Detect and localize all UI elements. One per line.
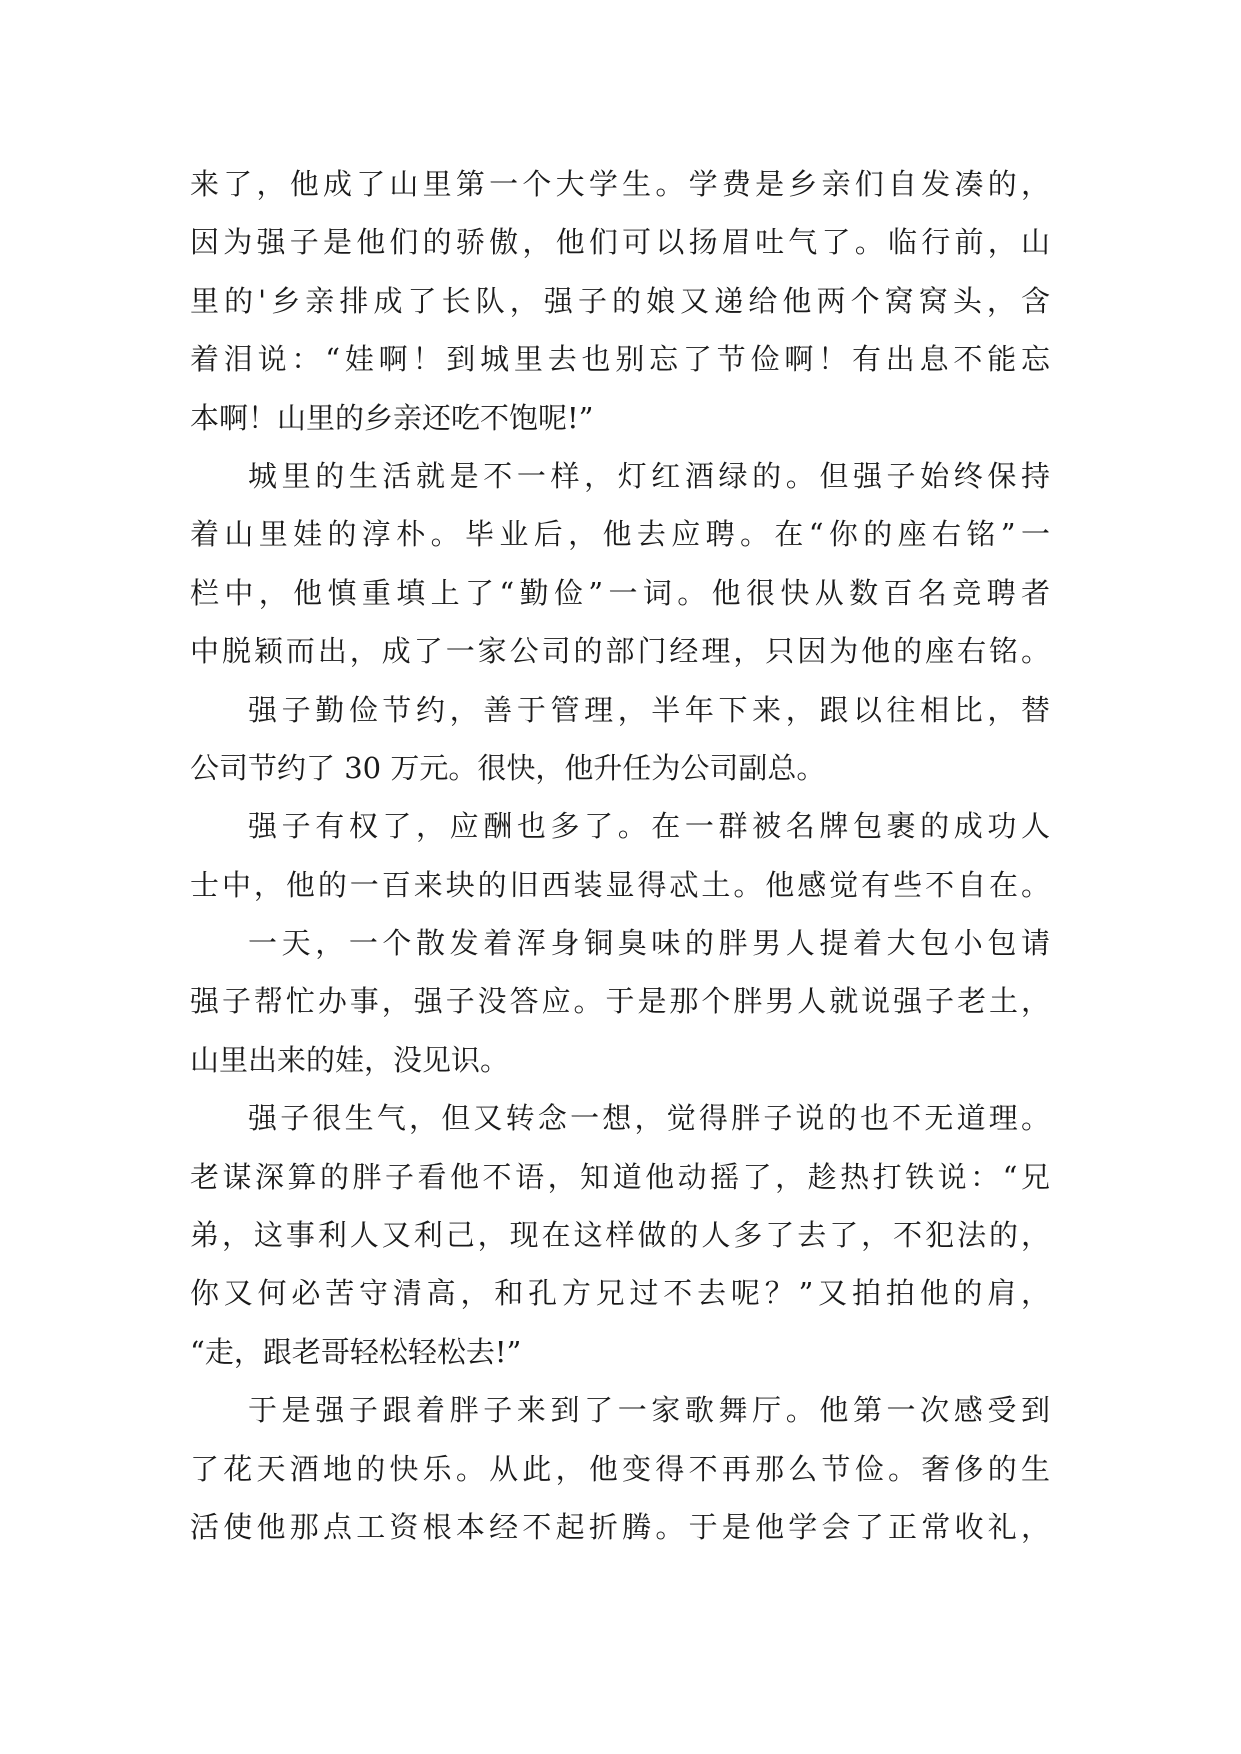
- text-line: 栏中，他慎重填上了“勤俭”一词。他很快从数百名竞聘者: [190, 575, 1050, 610]
- text-line: 中脱颖而出，成了一家公司的部门经理，只因为他的座右铭。: [190, 634, 1050, 669]
- text-line: 弟，这事利人又利己，现在这样做的人多了去了，不犯法的，: [190, 1218, 1050, 1253]
- text-line: 活使他那点工资根本经不起折腾。于是他学会了正常收礼，: [190, 1509, 1050, 1544]
- text-line: 里的'乡亲排成了长队，强子的娘又递给他两个窝窝头，含: [190, 283, 1050, 318]
- text-line: 来了，他成了山里第一个大学生。学费是乡亲们自发凑的，: [190, 167, 1050, 201]
- text-line: 强子勤俭节约，善于管理，半年下来，跟以往相比，替: [248, 692, 1050, 727]
- text-line: 了花天酒地的快乐。从此，他变得不再那么节俭。奢侈的生: [190, 1451, 1050, 1486]
- text-line: 你又何必苦守清高，和孔方兄过不去呢？”又拍拍他的肩，: [190, 1276, 1050, 1311]
- text-line: 公司节约了 30 万元。很快，他升任为公司副总。: [190, 750, 826, 785]
- paragraph: [190, 155, 1050, 447]
- paragraph: [190, 797, 1050, 914]
- text-line: 强子帮忙办事，强子没答应。于是那个胖男人就说强子老土，: [190, 984, 1050, 1019]
- text-line: 老谋深算的胖子看他不语，知道他动摇了，趁热打铁说：“兄: [190, 1159, 1050, 1194]
- text-line: 强子很生气，但又转念一想，觉得胖子说的也不无道理。: [248, 1101, 1050, 1136]
- paragraph: [190, 1089, 1050, 1381]
- text-line: 于是强子跟着胖子来到了一家歌舞厅。他第一次感受到: [248, 1393, 1050, 1428]
- text-line: 士中，他的一百来块的旧西装显得忒土。他感觉有些不自在。: [190, 867, 1050, 902]
- paragraph: [190, 1381, 1050, 1556]
- text-line: “走，跟老哥轻松轻松去!”: [190, 1334, 522, 1369]
- text-line: 城里的生活就是不一样，灯红酒绿的。但强子始终保持: [248, 458, 1050, 493]
- text-line: 着山里娃的淳朴。毕业后，他去应聘。在“你的座右铭”一: [190, 517, 1050, 552]
- text-line: 强子有权了，应酬也多了。在一群被名牌包裹的成功人: [248, 809, 1050, 844]
- text-line: 一天，一个散发着浑身铜臭味的胖男人提着大包小包请: [248, 926, 1050, 961]
- paragraph: [190, 447, 1050, 681]
- text-line: 因为强子是他们的骄傲，他们可以扬眉吐气了。临行前，山: [190, 225, 1050, 260]
- text-line: 山里出来的娃，没见识。: [190, 1042, 510, 1077]
- paragraph: [190, 914, 1050, 1089]
- document-body: [190, 155, 1050, 1556]
- paragraph: [190, 681, 1050, 798]
- text-line: 本啊！山里的乡亲还吃不饱呢!”: [190, 400, 594, 435]
- text-line: 着泪说：“娃啊！到城里去也别忘了节俭啊！有出息不能忘: [190, 342, 1050, 377]
